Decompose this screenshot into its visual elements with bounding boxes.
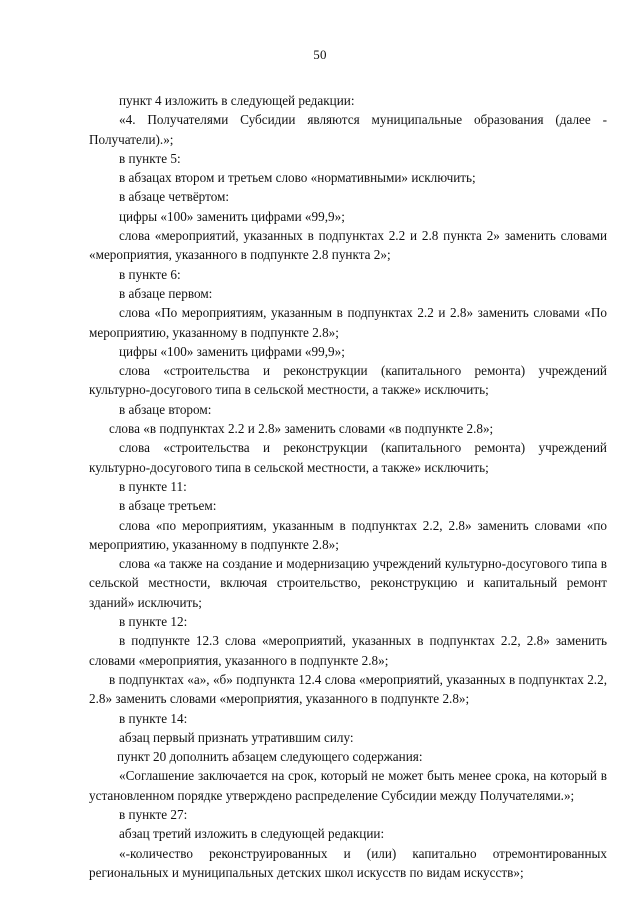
paragraph: слова «мероприятий, указанных в подпунктах 2.2 и 2.8 пункта 2» заменить словами «мероприятия, указанного в подпункте 2.8 пункта 2»; — [89, 228, 607, 263]
page-number: 50 — [313, 47, 327, 62]
paragraph: в пункте 11: — [119, 478, 187, 494]
paragraph: «-количество реконструированных и (или) капитально отремонтированных региональных и муниципальных детских школ искусств по видам искусств»; — [89, 845, 607, 880]
paragraph: цифры «100» заменить цифрами «99,9»; — [119, 208, 345, 224]
paragraph: слова «строительства и реконструкции (капитального ремонта) учреждений культурно-досугового типа в сельской местности, а также» исключить; — [89, 440, 607, 475]
paragraph: абзац третий изложить в следующей редакции: — [119, 826, 385, 842]
paragraph: в подпункте 12.3 слова «мероприятий, указанных в подпунктах 2.2, 2.8» заменить словами «мероприятия, указанного в подпункте 2.8»; — [89, 633, 607, 668]
paragraph: в пункте 12: — [119, 614, 188, 630]
paragraph: абзац первый признать утратившим силу: — [119, 729, 354, 745]
paragraph: в абзаце третьем: — [119, 498, 217, 514]
paragraph: в абзацах втором и третьем слово «нормативными» исключить; — [119, 170, 476, 186]
paragraph: цифры «100» заменить цифрами «99,9»; — [119, 343, 345, 359]
paragraph: слова «По мероприятиям, указанным в подпунктах 2.2 и 2.8» заменить словами «По мероприятию, указанному в подпункте 2.8»; — [89, 305, 607, 340]
paragraph: «4. Получателями Субсидии являются муниципальные образования (далее - Получатели).»; — [89, 112, 607, 147]
paragraph: слова «в подпунктах 2.2 и 2.8» заменить словами «в подпункте 2.8»; — [109, 421, 494, 437]
paragraph: пункт 20 дополнить абзацем следующего содержания: — [117, 749, 423, 765]
paragraph: в абзаце втором: — [119, 401, 212, 417]
paragraph: слова «по мероприятиям, указанным в подпунктах 2.2, 2.8» заменить словами «по мероприятию, указанному в подпункте 2.8»; — [89, 517, 607, 552]
document-body — [89, 91, 607, 882]
paragraph: пункт 4 изложить в следующей редакции: — [119, 93, 355, 108]
paragraph: слова «строительства и реконструкции (капитального ремонта) учреждений культурно-досугового типа в сельской местности, а также» исключить; — [89, 363, 607, 398]
paragraph: в подпунктах «а», «б» подпункта 12.4 слова «мероприятий, указанных в подпунктах 2.2, 2.8» заменить словами «мероприятия, указанного в подпункте 2.8»; — [89, 671, 607, 707]
paragraph: в пункте 14: — [119, 710, 188, 726]
paragraph: в абзаце четвёртом: — [119, 189, 230, 205]
paragraph: слова «а также на создание и модернизацию учреждений культурно-досугового типа в сельской местности, включая строительство, реконструкцию и капитальный ремонт зданий» исключить; — [89, 556, 607, 610]
paragraph: «Соглашение заключается на срок, который не может быть менее срока, на который в установленном порядке утверждено распределение Субсидии между Получателями.»; — [89, 768, 607, 803]
paragraph: в абзаце первом: — [119, 285, 213, 301]
paragraph: в пункте 6: — [119, 266, 181, 282]
paragraph: в пункте 27: — [119, 806, 188, 822]
paragraph: в пункте 5: — [119, 150, 181, 166]
